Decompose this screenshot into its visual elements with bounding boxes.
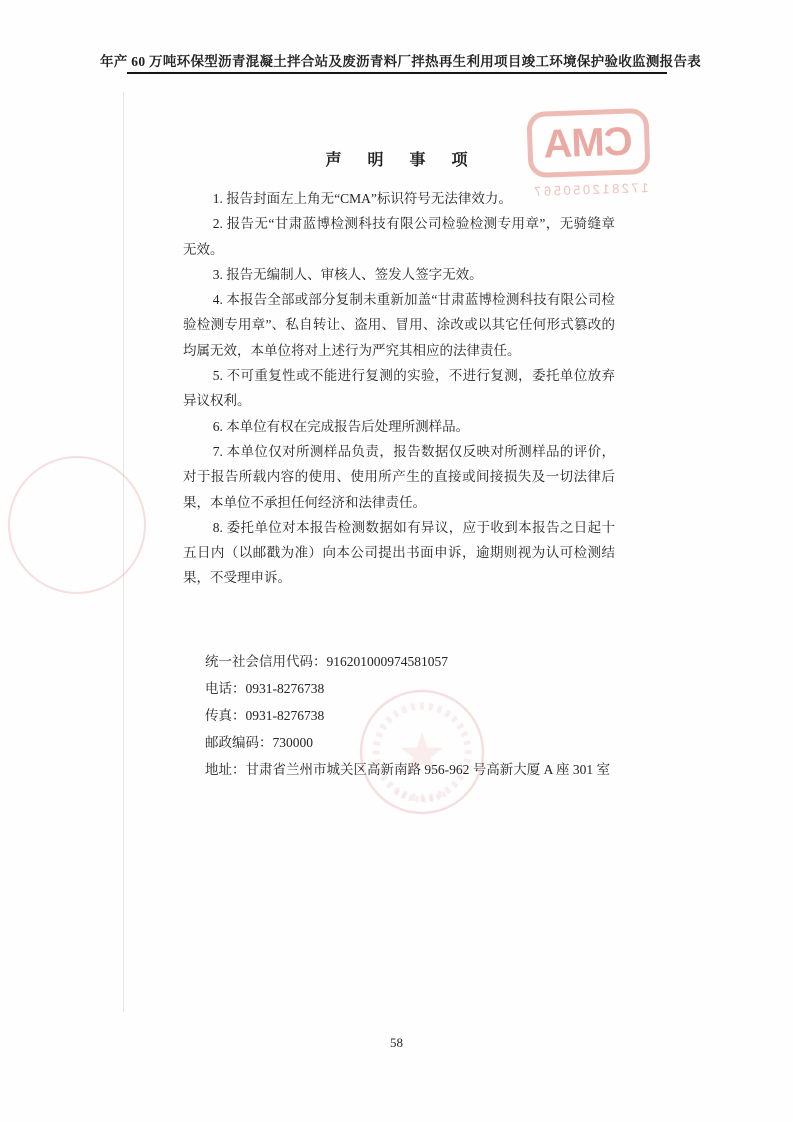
postcode-label: 邮政编码：: [205, 735, 273, 750]
page-number: 58: [390, 1035, 403, 1050]
declaration-item-3: 3. 报告无编制人、审核人、签发人签字无效。: [212, 266, 483, 282]
cma-stamp-letters: CMA: [543, 119, 634, 167]
declaration-item-8: 8. 委托单位对本报告检测数据如有异议，应于收到本报告之日起十五日内（以邮戳为准）向本公司提出书面申诉，逾期则视为认可检测结果，不受理申诉。: [183, 519, 615, 586]
declaration-item-6: 6. 本单位有权在完成报告后处理所测样品。: [212, 418, 470, 434]
credit-code-label: 统一社会信用代码：: [205, 654, 327, 669]
credit-code-value: 916201000974581057: [326, 654, 448, 669]
postcode-value: 730000: [272, 735, 313, 750]
declaration-item-4: 4. 本报告全部或部分复制未重新加盖“甘肃蓝博检测科技有限公司检验检测专用章”、私自转让、盗用、冒用、涂改或以其它任何形式篡改的均属无效，本单位将对上述行为严究其相应的法律责任。: [183, 292, 615, 358]
cma-stamp-number: 172812050567: [531, 179, 649, 200]
left-edge-seal-icon: [8, 456, 146, 594]
declaration-list: [183, 186, 615, 591]
phone-label: 电话：: [205, 681, 246, 696]
address-value: 甘肃省兰州市城关区高新南路 956-962 号高新大厦 A 座 301 室: [245, 762, 610, 777]
declaration-item-7: 7. 本单位仅对所测样品负责，报告数据仅反映对所测样品的评价，对于报告所载内容的使用、使用所产生的直接或间接损失及一切法律后果，本单位不承担任何经济和法律责任。: [183, 443, 615, 510]
declaration-item-1: 1. 报告封面左上角无“CMA”标识符号无法律效力。: [212, 191, 512, 206]
company-seal-icon: [358, 688, 486, 816]
fax-value: 0931-8276738: [245, 708, 325, 723]
header-rule: [127, 72, 667, 74]
credit-code-line: [205, 648, 685, 675]
fax-label: 传真：: [205, 708, 246, 723]
declaration-item-2: 2. 报告无“甘肃蓝博检测科技有限公司检验检测专用章”，无骑缝章无效。: [183, 216, 615, 257]
running-header: 年产 60 万吨环保型沥青混凝土拌合站及废沥青料厂拌热再生利用项目竣工环境保护验收监测报告表: [100, 54, 702, 69]
declaration-item-5: 5. 不可重复性或不能进行复测的实验，不进行复测，委托单位放弃异议权利。: [183, 368, 615, 409]
phone-value: 0931-8276738: [245, 681, 325, 696]
address-label: 地址：: [205, 762, 246, 777]
page-title: 声 明 事 项: [325, 152, 479, 169]
